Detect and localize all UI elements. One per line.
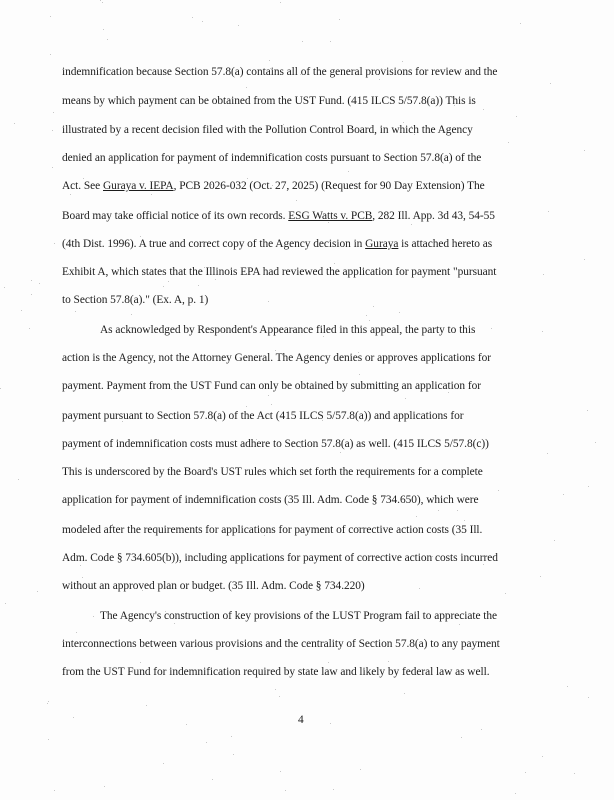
text-segment: to Section 57.8(a)." (Ex. A, p. 1) xyxy=(62,294,209,306)
scan-speck xyxy=(587,410,588,411)
scan-speck xyxy=(584,150,585,151)
scan-speck xyxy=(516,116,517,117)
scan-speck xyxy=(102,2,103,3)
text-segment: , PCB 2026-032 (Oct. 27, 2025) (Request for 90 Day Extension) The xyxy=(173,180,485,192)
scan-speck xyxy=(334,263,335,264)
scan-speck xyxy=(366,315,367,316)
scan-speck xyxy=(131,314,132,315)
scan-speck xyxy=(48,739,49,740)
scan-speck xyxy=(330,723,331,724)
text-segment: Act. See xyxy=(62,180,103,192)
scan-speck xyxy=(520,23,521,24)
scan-speck xyxy=(554,540,555,541)
scan-speck xyxy=(360,769,361,770)
scan-speck xyxy=(52,167,53,168)
scan-speck xyxy=(146,705,147,706)
scan-speck xyxy=(340,452,341,453)
scan-speck xyxy=(328,662,329,663)
text-line xyxy=(62,666,490,678)
text-line xyxy=(62,552,498,564)
text-line xyxy=(62,210,495,222)
text-segment: payment of indemnification costs must adhere to Section 57.8(a) as well. (415 ILCS 5/57.8(c)) xyxy=(62,438,489,450)
text-line xyxy=(62,180,485,192)
scan-speck xyxy=(411,224,412,225)
text-line xyxy=(62,66,497,78)
text-segment: interconnections between various provisions and the centrality of Section 57.8(a) to any payment xyxy=(62,638,500,650)
scan-speck xyxy=(83,178,84,179)
text-line xyxy=(62,466,483,478)
text-segment: The Agency's construction of key provisions of the LUST Program fail to appreciate the xyxy=(100,610,498,622)
scan-speck xyxy=(70,194,71,195)
scan-speck xyxy=(54,243,55,244)
scan-speck xyxy=(369,320,370,321)
text-line xyxy=(62,152,481,164)
scan-speck xyxy=(404,693,405,694)
text-segment: payment. Payment from the UST Fund can only be obtained by submitting an application for xyxy=(62,380,481,392)
scan-speck xyxy=(21,310,22,311)
scan-speck xyxy=(348,171,349,172)
scan-speck xyxy=(37,591,38,592)
scan-speck xyxy=(0,388,1,389)
scan-speck xyxy=(100,0,101,1)
scan-speck xyxy=(542,756,543,757)
scan-speck xyxy=(174,623,175,624)
scan-speck xyxy=(151,194,152,195)
scan-speck xyxy=(563,494,564,495)
scan-speck xyxy=(280,2,281,3)
scan-speck xyxy=(275,689,276,690)
scan-speck xyxy=(483,109,484,110)
text-line xyxy=(62,580,365,592)
scan-speck xyxy=(31,280,32,281)
scan-speck xyxy=(491,328,492,329)
scan-speck xyxy=(50,16,51,17)
scan-speck xyxy=(399,312,400,313)
scan-speck xyxy=(416,516,417,517)
scan-speck xyxy=(359,374,360,375)
scan-speck xyxy=(339,19,340,20)
scan-speck xyxy=(457,510,458,511)
scan-speck xyxy=(202,21,203,22)
scan-speck xyxy=(206,742,207,743)
text-line xyxy=(62,638,500,650)
case-citation: ESG Watts v. PCB xyxy=(288,210,373,222)
scan-speck xyxy=(373,306,374,307)
scan-speck xyxy=(192,17,193,18)
scan-speck xyxy=(80,565,81,566)
scan-speck xyxy=(515,793,516,794)
text-line xyxy=(62,238,492,250)
scan-speck xyxy=(107,39,108,40)
text-line xyxy=(100,610,497,622)
scan-speck xyxy=(31,294,32,295)
scan-speck xyxy=(498,490,499,491)
scan-speck xyxy=(275,350,276,351)
scan-speck xyxy=(29,328,30,329)
scan-speck xyxy=(140,662,141,663)
scan-speck xyxy=(525,772,526,773)
scan-speck xyxy=(268,301,269,302)
text-segment: without an approved plan or budget. (35 Ill. Adm. Code § 734.220) xyxy=(62,580,365,592)
scan-speck xyxy=(53,112,54,113)
text-line xyxy=(62,524,482,536)
scan-speck xyxy=(247,178,248,179)
scan-speck xyxy=(279,696,280,697)
scan-speck xyxy=(5,603,6,604)
text-segment: is attached hereto as xyxy=(398,238,493,250)
text-line xyxy=(62,410,463,422)
scan-speck xyxy=(4,287,5,288)
scan-speck xyxy=(543,274,544,275)
text-segment: from the UST Fund for indemnification required by state law and likely by federal law as well. xyxy=(62,666,490,678)
scan-speck xyxy=(140,236,141,237)
scan-speck xyxy=(481,729,482,730)
scan-speck xyxy=(505,593,506,594)
scan-speck xyxy=(388,661,389,662)
text-segment: action is the Agency, not the Attorney General. The Agency denies or approves applications for xyxy=(62,352,491,364)
scan-speck xyxy=(508,142,509,143)
scan-speck xyxy=(18,479,19,480)
scan-speck xyxy=(163,763,164,764)
text-segment: As acknowledged by Respondent's Appearance filed in this appeal, the party to this xyxy=(100,324,476,336)
scan-speck xyxy=(271,404,272,405)
scan-speck xyxy=(50,54,51,55)
scan-speck xyxy=(73,717,74,718)
text-segment: indemnification because Section 57.8(a) contains all of the general provisions for review and the xyxy=(62,66,498,78)
text-segment: , 282 Ill. App. 3d 43, 54-55 xyxy=(372,210,495,222)
scan-speck xyxy=(54,790,55,791)
page-number: 4 xyxy=(298,714,304,726)
scan-speck xyxy=(542,331,543,332)
scan-speck xyxy=(238,25,239,26)
scan-speck xyxy=(402,61,403,62)
text-segment: Board may take official notice of its own records. xyxy=(62,210,289,222)
scan-speck xyxy=(438,510,439,511)
text-line xyxy=(62,494,479,506)
scan-speck xyxy=(296,200,297,201)
scan-speck xyxy=(215,279,216,280)
text-segment: application for payment of indemnification costs (35 Ill. Adm. Code § 734.650), which were xyxy=(62,494,479,506)
text-segment: means by which payment can be obtained from the UST Fund. (415 ILCS 5/57.8(a)) This is xyxy=(62,95,476,107)
scan-speck xyxy=(379,79,380,80)
scan-speck xyxy=(302,41,303,42)
scan-speck xyxy=(168,281,169,282)
scan-speck xyxy=(550,83,551,84)
scan-speck xyxy=(52,130,53,131)
text-segment: modeled after the requirements for applications for payment of corrective action costs (35 Ill. xyxy=(62,524,483,536)
scan-speck xyxy=(231,736,232,737)
scan-speck xyxy=(405,398,406,399)
text-line xyxy=(62,380,481,392)
scan-speck xyxy=(330,41,331,42)
text-line xyxy=(62,294,208,306)
scan-speck xyxy=(483,564,484,565)
scan-speck xyxy=(76,632,77,633)
scan-speck xyxy=(269,60,270,61)
scan-speck xyxy=(548,211,549,212)
case-citation: Guraya xyxy=(365,238,399,250)
scan-speck xyxy=(333,789,334,790)
scan-speck xyxy=(82,577,83,578)
scan-speck xyxy=(233,754,234,755)
scan-speck xyxy=(403,122,404,123)
scan-speck xyxy=(47,703,48,704)
text-line xyxy=(62,266,496,278)
text-line xyxy=(62,124,473,136)
scan-speck xyxy=(595,442,596,443)
scan-speck xyxy=(48,701,49,702)
text-segment: Exhibit A, which states that the Illinois EPA had reviewed the application for payment "pursuant xyxy=(62,266,497,278)
scan-speck xyxy=(588,486,589,487)
scan-speck xyxy=(14,123,15,124)
scan-speck xyxy=(584,259,585,260)
scan-speck xyxy=(419,588,420,589)
scan-speck xyxy=(246,87,247,88)
text-segment: (4th Dist. 1996). A true and correct copy of the Agency decision in xyxy=(62,238,366,250)
case-citation: Guraya v. IEPA xyxy=(103,180,174,192)
scan-speck xyxy=(280,771,281,772)
scan-speck xyxy=(212,779,213,780)
scan-speck xyxy=(588,697,589,698)
scan-speck xyxy=(328,222,329,223)
text-segment: This is underscored by the Board's UST rules which set forth the requirements for a complete xyxy=(62,466,483,478)
scan-speck xyxy=(323,336,324,337)
scan-speck xyxy=(39,283,40,284)
scan-speck xyxy=(198,285,199,286)
scan-speck xyxy=(186,724,187,725)
text-line xyxy=(100,324,475,336)
scan-speck xyxy=(246,406,247,407)
text-segment: payment pursuant to Section 57.8(a) of the Act (415 ILCS 5/57.8(a)) and applications for xyxy=(62,410,464,422)
scan-speck xyxy=(464,520,465,521)
scan-speck xyxy=(547,453,548,454)
scan-speck xyxy=(285,790,286,791)
scan-speck xyxy=(459,624,460,625)
text-segment: denied an application for payment of indemnification costs pursuant to Section 57.8(a) of the xyxy=(62,152,482,164)
scan-speck xyxy=(103,29,104,30)
scan-speck xyxy=(567,686,568,687)
scan-speck xyxy=(104,786,105,787)
scan-speck xyxy=(163,286,164,287)
scan-speck xyxy=(540,576,541,577)
text-line xyxy=(62,95,476,107)
text-line xyxy=(62,352,491,364)
text-line xyxy=(62,438,489,450)
scan-speck xyxy=(93,616,94,617)
scan-speck xyxy=(448,392,449,393)
text-segment: illustrated by a recent decision filed with the Pollution Control Board, in which the Agency xyxy=(62,124,473,136)
scan-speck xyxy=(75,311,76,312)
scan-speck xyxy=(268,395,269,396)
scan-speck xyxy=(461,737,462,738)
text-segment: Adm. Code § 734.605(b)), including applications for payment of corrective action costs incurred xyxy=(62,552,498,564)
scan-speck xyxy=(574,773,575,774)
